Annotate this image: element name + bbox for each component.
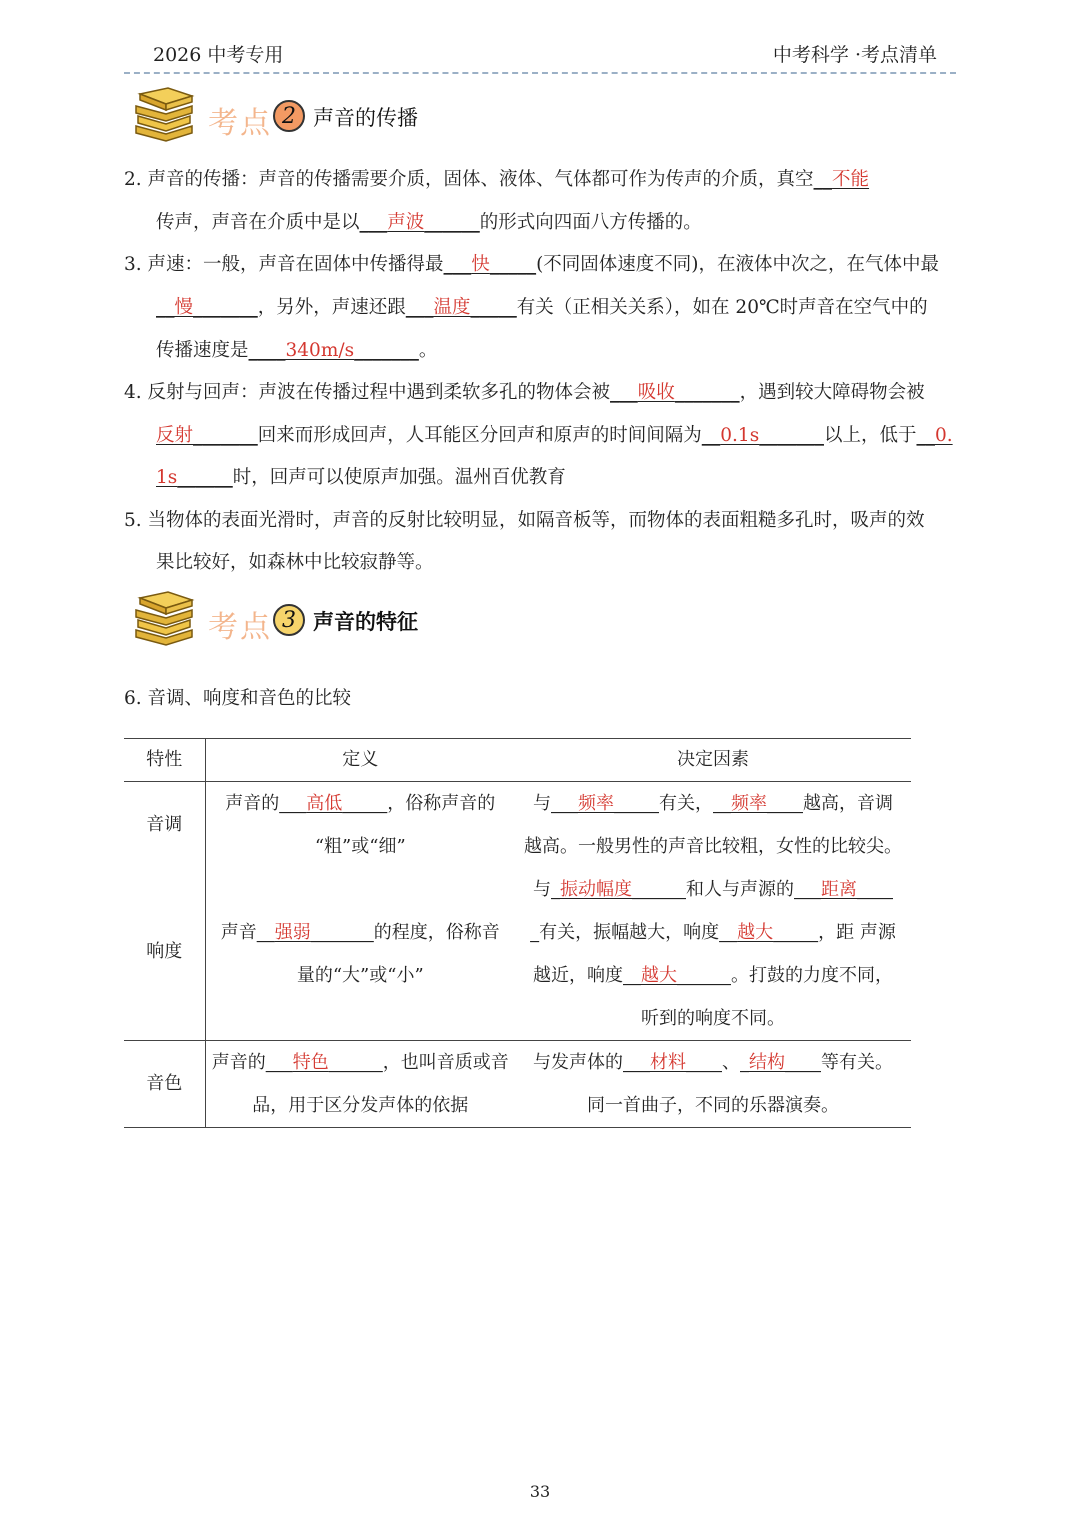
para-4-line-2: 反射_______回来而形成回声，人耳能区分回声和原声的时间间隔为__0.1s_______以上，低于__0.	[156, 425, 953, 446]
comparison-table	[124, 738, 911, 1128]
spacer	[206, 868, 516, 911]
para-3-line-2: __慢_______，另外，声速还跟___温度_____有关（正相关关系），如在 20℃时声音在空气中的	[156, 297, 928, 318]
factors-cell	[515, 782, 911, 1041]
section-heading-propagation	[132, 86, 552, 148]
table-header-row	[124, 739, 911, 782]
section-number-badge: 3	[273, 604, 305, 636]
kaodian-label: 考点	[208, 106, 272, 141]
spacer	[206, 997, 516, 1040]
section-heading-characteristics	[132, 590, 552, 652]
timbre-fac-line-2: 同一首曲子，不同的乐器演奏。	[587, 1095, 839, 1116]
pitch-def-line-2: “粗”或“细”	[314, 836, 406, 857]
loudness-fac-line-2: _有关，振幅越大，响度__越大_____，距 声源	[530, 922, 896, 943]
loudness-fac-line-4: 听到的响度不同。	[641, 1008, 785, 1029]
books-icon	[132, 86, 196, 142]
loudness-def-line-1: 声音__强弱_______的程度，俗称音	[220, 922, 500, 943]
table-row-pitch-loudness	[124, 782, 911, 1041]
table-row-timbre	[124, 1041, 911, 1128]
timbre-def-line-1: 声音的___特色______，也叫音质或音	[211, 1052, 509, 1073]
loudness-name: 响度	[146, 941, 183, 962]
pitch-fac-line-2: 越高。一般男性的声音比较粗，女性的比较尖。	[524, 836, 902, 857]
header-factors: 决定因素	[515, 739, 911, 782]
para-2-line-2: 传声，声音在介质中是以___声波______的形式向四面八方传播的。	[156, 212, 702, 233]
pitch-name: 音调	[146, 814, 183, 835]
pitch-fac-line-1: 与___频率_____有关，__频率____越高，音调	[533, 793, 893, 814]
property-cell	[124, 782, 205, 1041]
para-6-title: 6. 音调、响度和音色的比较	[124, 688, 352, 709]
timbre-fac-line-1: 与发声体的___材料____、_结构____等有关。	[533, 1052, 893, 1073]
timbre-def-line-2: 品，用于区分发声体的依据	[252, 1095, 469, 1116]
para-3-line-3: 传播速度是____340m/s_______。	[156, 340, 438, 361]
timbre-definition	[205, 1041, 515, 1128]
page-number: 33	[529, 1482, 551, 1501]
para-5-line-1: 5. 当物体的表面光滑时，声音的反射比较明显，如隔音板等，而物体的表面粗糙多孔时，吸声的效	[124, 510, 925, 531]
para-5-line-2: 果比较好，如森林中比较寂静等。	[156, 552, 434, 573]
loudness-fac-line-3: 越近，响度__越大______。打鼓的力度不同，	[533, 965, 893, 986]
para-4-line-3: 1s______时，回声可以使原声加强。温州百优教育	[156, 467, 566, 488]
section-title: 声音的特征	[313, 609, 418, 634]
timbre-factors	[515, 1041, 911, 1128]
section-title: 声音的传播	[313, 106, 418, 130]
header-right: 中考科学 ·考点清单	[772, 44, 937, 66]
header-left: 2026 中考专用	[153, 44, 284, 66]
kaodian-label: 考点	[208, 610, 272, 645]
header-definition: 定义	[205, 739, 515, 782]
header-divider	[124, 72, 956, 74]
para-3-line-1: 3. 声速：一般，声音在固体中传播得最___快_____(不同固体速度不同)，在液体中次之，在气体中最	[124, 254, 939, 275]
books-icon	[132, 590, 196, 646]
loudness-def-line-2: 量的“大”或“小”	[296, 965, 424, 986]
timbre-name: 音色	[124, 1041, 205, 1128]
para-4-line-1: 4. 反射与回声：声波在传播过程中遇到柔软多孔的物体会被___吸收_______，遇到较大障碍物会被	[124, 382, 925, 403]
pitch-def-line-1: 声音的___高低_____，俗称声音的	[225, 793, 496, 814]
definition-cell	[205, 782, 515, 1041]
para-2-line-1: 2. 声音的传播：声音的传播需要介质，固体、液体、气体都可作为传声的介质，真空__不能	[124, 169, 870, 190]
loudness-fac-line-1: 与_振动幅度______和人与声源的___距离____	[533, 879, 893, 900]
section-number-badge: 2	[273, 100, 305, 132]
header-property: 特性	[124, 739, 205, 782]
